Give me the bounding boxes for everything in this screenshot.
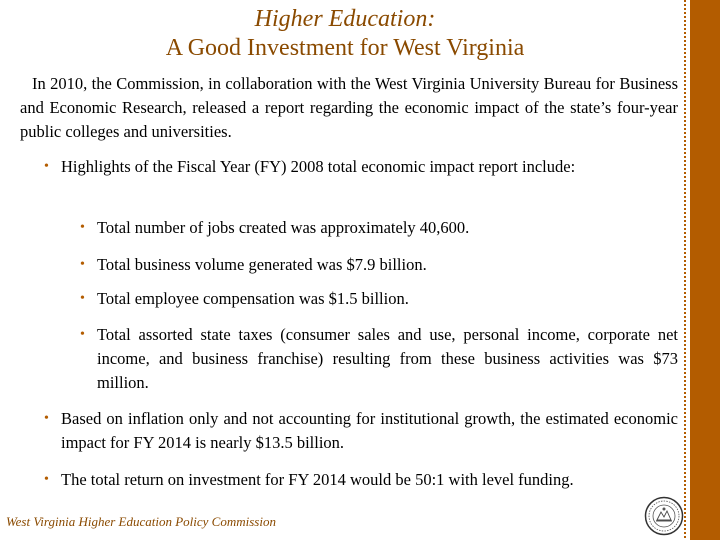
sub-bullet-business-volume [80,253,678,277]
sub-bullet-compensation [80,287,678,311]
bullet-highlights [44,155,678,179]
title-line-1: Higher Education: [254,6,436,32]
sub-bullet-text: Total employee compensation was $1.5 billion. [97,289,409,308]
sidebar-stripe-edge [684,0,686,540]
bullet-icon: • [80,327,85,342]
footer-organization: West Virginia Higher Education Policy Commission [6,514,276,529]
bullet-inflation-text: Based on inflation only and not accounting for institutional growth, the estimated economic impact for FY 2014 is nearly $13.5 billion. [61,409,678,452]
bullet-icon: • [80,257,85,272]
bullet-roi [44,468,686,492]
sub-bullet-text: Total number of jobs created was approximately 40,600. [97,218,470,237]
bullet-highlights-text: Highlights of the Fiscal Year (FY) 2008 total economic impact report include: [61,157,576,176]
sub-bullet-text: Total business volume generated was $7.9 billion. [97,255,427,274]
bullet-icon: • [44,472,49,487]
title-line-2: A Good Investment for West Virginia [165,35,525,61]
sub-bullet-taxes [80,323,678,395]
intro-paragraph: In 2010, the Commission, in collaboration with the West Virginia University Bureau for Business and Economic Research, released a report regarding the economic impact of the state’s four-year public colleges and universities. [20,74,678,141]
bullet-icon: • [80,291,85,306]
bullet-icon: • [44,159,49,174]
sub-bullet-jobs [80,216,678,240]
bullet-inflation [44,407,678,455]
sidebar-accent-bar [690,0,720,540]
bullet-icon: • [80,220,85,235]
bullet-icon: • [44,411,49,426]
bullet-roi-text: The total return on investment for FY 2014 would be 50:1 with level funding. [61,470,574,489]
sub-bullet-text: Total assorted state taxes (consumer sales and use, personal income, corporate net income, and business franchise) resulting from these business activities was $73 million. [97,325,678,392]
state-seal-icon [644,496,684,536]
